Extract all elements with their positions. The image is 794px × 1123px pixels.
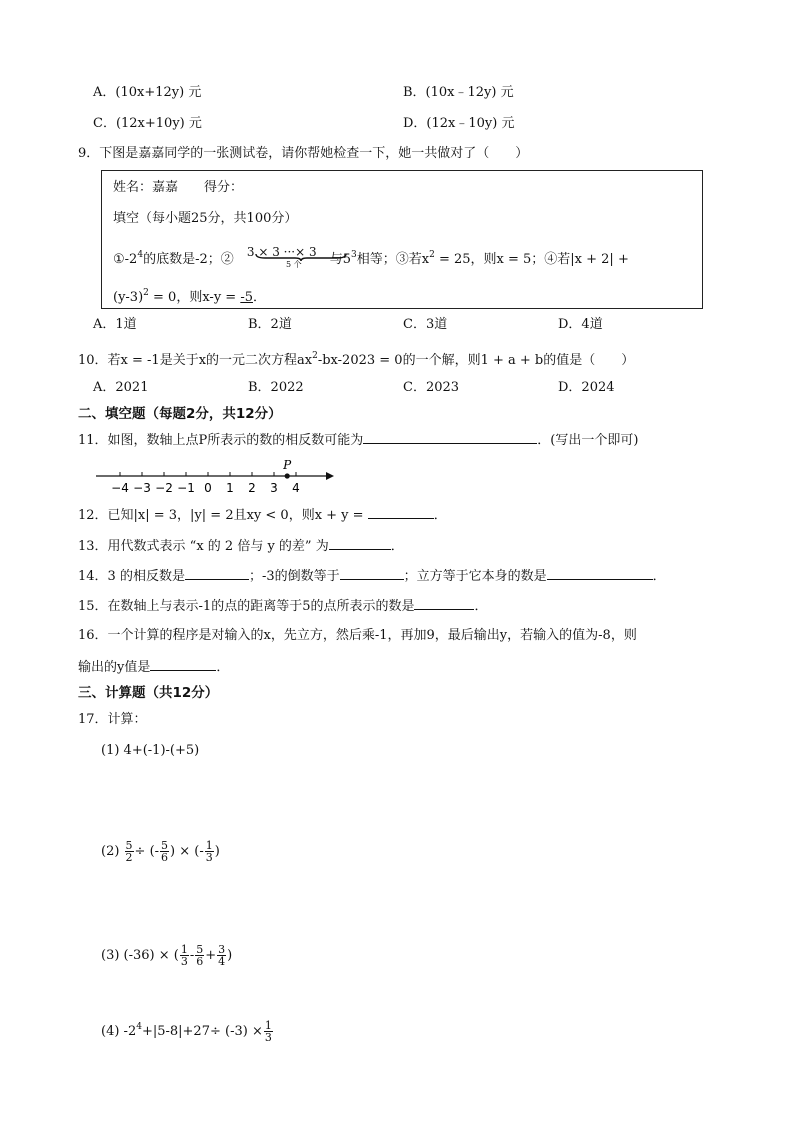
q17-p3-end: ) bbox=[227, 948, 233, 963]
point-p-label: P bbox=[283, 458, 292, 472]
q9-item2-count: 5 个 bbox=[286, 260, 302, 269]
q16-tail: ． bbox=[216, 660, 230, 675]
q13 bbox=[78, 536, 404, 556]
q13-answer-blank bbox=[329, 536, 391, 550]
section-2-heading: 二、填空题（每题2分，共12分） bbox=[78, 406, 282, 422]
number-line-tick-label: −1 bbox=[177, 481, 195, 495]
q12 bbox=[78, 505, 447, 525]
q17-p3-label: (3) (-36) × ( bbox=[101, 948, 179, 963]
q10-stem-b: -bx-2023 = 0的一个解，则1 + a + b的值是（ ） bbox=[317, 353, 635, 368]
q9-item3-b: = 25，则x = 5；④若|x + 2| + bbox=[434, 252, 629, 267]
q14-c: ；立方等于它本身的数是 bbox=[403, 569, 547, 584]
point-p-dot bbox=[285, 473, 290, 478]
q12-answer-blank bbox=[368, 505, 434, 519]
q15 bbox=[78, 596, 488, 616]
fraction-numerator: 1 bbox=[205, 839, 213, 852]
q9-item1-b: 的底数是-2；② bbox=[143, 252, 234, 267]
number-line-tick-label: −3 bbox=[133, 481, 151, 495]
fraction bbox=[264, 1020, 273, 1043]
number-line-tick-label: 2 bbox=[248, 481, 256, 495]
q9-item2-b: 与5 bbox=[329, 252, 352, 267]
number-line-tick-label: 4 bbox=[292, 481, 300, 495]
q9-item2-exponent: 3 bbox=[351, 250, 357, 260]
q17-p4-a: (4) -2 bbox=[101, 1024, 137, 1039]
q9-line4-b: = 0，则x-y = bbox=[148, 290, 241, 305]
fraction-numerator: 5 bbox=[161, 839, 169, 852]
q11-tail: ．(写出一个即可) bbox=[537, 433, 639, 448]
number-line-tick-label: −4 bbox=[111, 481, 129, 495]
q9-item2-c: 相等；③若x bbox=[356, 252, 430, 267]
arrow-right-icon bbox=[326, 472, 334, 480]
number-line-tick-label: 3 bbox=[270, 481, 278, 495]
fraction-denominator: 4 bbox=[218, 955, 226, 968]
q9-line4-answer: -5 bbox=[240, 290, 253, 305]
fraction bbox=[205, 840, 214, 863]
q17-stem: 17．计算： bbox=[78, 712, 147, 727]
q17-p2-label: (2) bbox=[101, 844, 124, 859]
fraction-numerator: 5 bbox=[196, 943, 204, 956]
q17-part-1: (1) 4+(-1)-(+5) bbox=[101, 743, 200, 758]
number-line-tick-label: 0 bbox=[204, 481, 212, 495]
q9-item2-product: 3 × 3 ···× 3 bbox=[246, 245, 317, 259]
q15-tail: ． bbox=[474, 599, 488, 614]
q9-box-instructions: 填空（每小题25分，共100分） bbox=[113, 211, 298, 226]
fraction-denominator: 6 bbox=[161, 851, 169, 864]
q8-option-b: B．(10x﹣12y) 元 bbox=[403, 85, 514, 100]
fraction bbox=[195, 944, 204, 967]
number-line bbox=[90, 455, 340, 497]
fraction-numerator: 1 bbox=[180, 943, 188, 956]
q17-part-2 bbox=[101, 840, 220, 863]
number-line-tick-label: −2 bbox=[155, 481, 173, 495]
q9-item3-exponent: 2 bbox=[429, 250, 435, 260]
q17-p2-op1: ÷ (- bbox=[134, 844, 160, 859]
q8-option-a: A．(10x+12y) 元 bbox=[93, 85, 202, 100]
q9-box-items bbox=[113, 246, 629, 269]
q14-blank-3 bbox=[547, 566, 653, 580]
q13-tail: ． bbox=[390, 539, 404, 554]
q10-exponent: 2 bbox=[312, 351, 318, 361]
q10-option-a: A．2021 bbox=[93, 380, 149, 395]
q14 bbox=[78, 566, 666, 586]
q9-option-a: A．1道 bbox=[93, 317, 137, 332]
q17-p4-b: +|5-8|+27÷ (-3) × bbox=[141, 1024, 263, 1039]
q9-stem: 9．下图是嘉嘉同学的一张测试卷，请你帮她检查一下，她一共做对了（ ） bbox=[78, 146, 529, 161]
q15-answer-blank bbox=[414, 596, 474, 610]
q14-blank-2 bbox=[340, 566, 404, 580]
q9-box-header: 姓名：嘉嘉 得分： bbox=[113, 180, 244, 195]
fraction bbox=[217, 944, 226, 967]
section-3-heading: 三、计算题（共12分） bbox=[78, 685, 219, 701]
fraction-denominator: 6 bbox=[196, 955, 204, 968]
q8-option-c: C．(12x+10y) 元 bbox=[93, 116, 202, 131]
q17-part-4 bbox=[101, 1018, 274, 1043]
q17-p3-op2: + bbox=[205, 948, 217, 963]
q11-stem bbox=[78, 430, 638, 450]
fraction-denominator: 3 bbox=[205, 851, 213, 864]
q17-p2-op2: ) × (- bbox=[170, 844, 204, 859]
q14-d: ． bbox=[652, 569, 666, 584]
fraction-numerator: 1 bbox=[264, 1019, 272, 1032]
q17-part-3 bbox=[101, 944, 232, 967]
q9-option-d: D．4道 bbox=[558, 317, 603, 332]
q12-text: 12．已知|x| = 3，|y| = 2且xy < 0，则x + y = bbox=[78, 508, 368, 523]
q14-blank-1 bbox=[185, 566, 249, 580]
q9-item1-exponent: 4 bbox=[137, 250, 144, 260]
fraction bbox=[180, 944, 189, 967]
q9-option-c: C．3道 bbox=[403, 317, 448, 332]
fraction-numerator: 5 bbox=[125, 839, 133, 852]
q9-line4-a: (y-3) bbox=[113, 290, 144, 305]
q14-a: 14．3 的相反数是 bbox=[78, 569, 185, 584]
fraction-denominator: 3 bbox=[180, 955, 188, 968]
q16-text: 输出的y值是 bbox=[78, 660, 151, 675]
q13-text: 13．用代数式表示 “x 的 2 倍与 y 的差” 为 bbox=[78, 539, 329, 554]
q10-option-c: C．2023 bbox=[403, 380, 460, 395]
q9-item1-a: ①-2 bbox=[113, 252, 138, 267]
q15-text: 15．在数轴上与表示-1的点的距离等于5的点所表示的数是 bbox=[78, 599, 415, 614]
q9-option-b: B．2道 bbox=[248, 317, 292, 332]
q10-option-d: D．2024 bbox=[558, 380, 615, 395]
q17-p3-op1: - bbox=[189, 948, 195, 963]
fraction-numerator: 3 bbox=[218, 943, 226, 956]
q9-box-line4 bbox=[113, 284, 266, 307]
q11-answer-blank bbox=[363, 430, 537, 444]
q17-p2-end: ) bbox=[214, 844, 220, 859]
q10-option-b: B．2022 bbox=[248, 380, 304, 395]
q11-text: 11．如图，数轴上点P所表示的数的相反数可能为 bbox=[78, 433, 364, 448]
q16-line2 bbox=[78, 657, 229, 677]
q8-option-d: D．(12x﹣10y) 元 bbox=[403, 116, 515, 131]
fraction bbox=[160, 840, 169, 863]
q16-answer-blank bbox=[150, 657, 216, 671]
q10-stem bbox=[78, 347, 634, 370]
fraction-denominator: 2 bbox=[125, 851, 133, 864]
q14-b: ；-3的倒数等于 bbox=[248, 569, 340, 584]
q10-stem-a: 10．若x = -1是关于x的一元二次方程ax bbox=[78, 353, 313, 368]
number-line-tick-label: 1 bbox=[226, 481, 234, 495]
q16-line1: 16．一个计算的程序是对输入的x，先立方，然后乘-1，再加9，最后输出y，若输入的值为-8，则 bbox=[78, 628, 637, 643]
fraction-denominator: 3 bbox=[264, 1031, 272, 1044]
q12-tail: ． bbox=[433, 508, 447, 523]
fraction bbox=[125, 840, 134, 863]
q17-p4-exponent: 4 bbox=[136, 1022, 142, 1032]
q9-line4-end: ． bbox=[253, 290, 267, 305]
q9-line4-exponent: 2 bbox=[143, 288, 149, 298]
